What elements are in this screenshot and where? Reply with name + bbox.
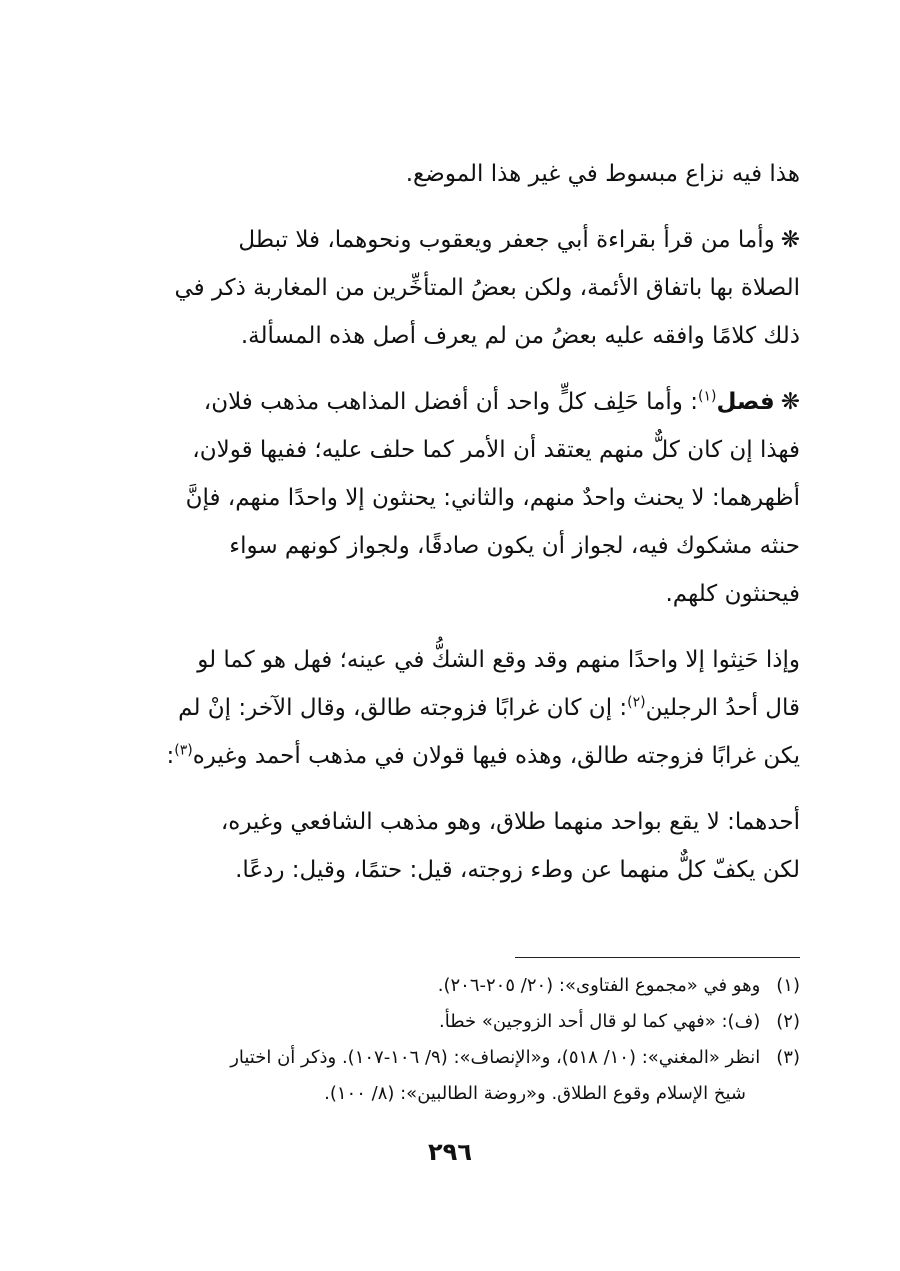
text-span: وأما من قرأ بقراءة أبي جعفر ويعقوب ونحوهما، فلا تبطل xyxy=(238,227,775,253)
text-span: : xyxy=(166,743,175,769)
footnotes-section xyxy=(100,968,800,1112)
text-line: أظهرهما: لا يحنث واحدٌ منهم، والثاني: يحنثون إلا واحدًا منهم، فإنَّ xyxy=(185,485,800,511)
page-number: ٢٩٦ xyxy=(428,1138,472,1166)
text-line: أحدهما: لا يقع بواحد منهما طلاق، وهو مذهب الشافعي وغيره، xyxy=(220,809,800,835)
footnote-2 xyxy=(100,1004,800,1040)
text-line xyxy=(100,684,800,732)
paragraph-1 xyxy=(100,150,800,198)
paragraph-2 xyxy=(100,216,800,360)
page-body xyxy=(100,150,800,912)
text-span: : وأما حَلِف كلٍّ واحد أن أفضل المذاهب مذهب فلان، xyxy=(203,389,698,415)
footnote-3 xyxy=(100,1040,800,1076)
footnote-divider xyxy=(515,957,800,958)
asterism-icon: ❋ xyxy=(780,227,800,253)
text-line: هذا فيه نزاع مبسوط في غير هذا الموضع. xyxy=(405,161,800,187)
footnote-number: (٢) xyxy=(776,1011,800,1032)
text-line xyxy=(100,378,800,426)
footnote-ref-2[interactable]: (٢) xyxy=(627,694,646,711)
footnote-text: انظر «المغني»: (١٠/ ٥١٨)، و«الإنصاف»: (٩/ ١٠٦-١٠٧). وذكر أن اختيار xyxy=(230,1047,761,1068)
text-span: قال أحدُ الرجلين xyxy=(645,695,800,721)
footnote-ref-1[interactable]: (١) xyxy=(697,388,717,405)
section-heading: فصل xyxy=(716,389,775,415)
text-line: الصلاة بها باتفاق الأئمة، ولكن بعضُ المتأخِّرين من المغاربة ذكر في xyxy=(174,275,800,301)
footnote-text: وهو في «مجموع الفتاوى»: (٢٠/ ٢٠٥-٢٠٦). xyxy=(437,975,761,996)
footnote-ref-3[interactable]: (٣) xyxy=(174,742,193,759)
footnote-1 xyxy=(100,968,800,1004)
text-line: فهذا إن كان كلٌّ منهم يعتقد أن الأمر كما حلف عليه؛ ففيها قولان، xyxy=(192,437,800,463)
text-line: ذلك كلامًا وافقه عليه بعضُ من لم يعرف أصل هذه المسألة. xyxy=(240,323,800,349)
text-line: فيحنثون كلهم. xyxy=(665,581,800,607)
footnote-number: (١) xyxy=(776,975,800,996)
text-line: لكن يكفّ كلٌّ منهما عن وطء زوجته، قيل: حتمًا، وقيل: ردعًا. xyxy=(235,857,800,883)
asterism-icon: ❋ xyxy=(780,389,800,415)
text-span: : إن كان غرابًا فزوجته طالق، وقال الآخر: إنْ لم xyxy=(178,695,628,721)
text-line xyxy=(100,732,800,780)
paragraph-3 xyxy=(100,378,800,618)
paragraph-4 xyxy=(100,636,800,780)
footnote-text: (ف): «فهي كما لو قال أحد الزوجين» خطأ. xyxy=(439,1011,761,1032)
paragraph-5 xyxy=(100,798,800,894)
footnote-number: (٣) xyxy=(776,1047,800,1068)
text-line: وإذا حَنِثوا إلا واحدًا منهم وقد وقع الشكُّ في عينه؛ فهل هو كما لو xyxy=(197,647,800,673)
text-line xyxy=(100,216,800,264)
text-span: يكن غرابًا فزوجته طالق، وهذه فيها قولان في مذهب أحمد وغيره xyxy=(192,743,800,769)
text-line: حنثه مشكوك فيه، لجواز أن يكون صادقًا، ولجواز كونهم سواء xyxy=(229,533,800,559)
footnote-3-continuation: شيخ الإسلام وقوع الطلاق. و«روضة الطالبين»: (٨/ ١٠٠). xyxy=(324,1083,746,1104)
